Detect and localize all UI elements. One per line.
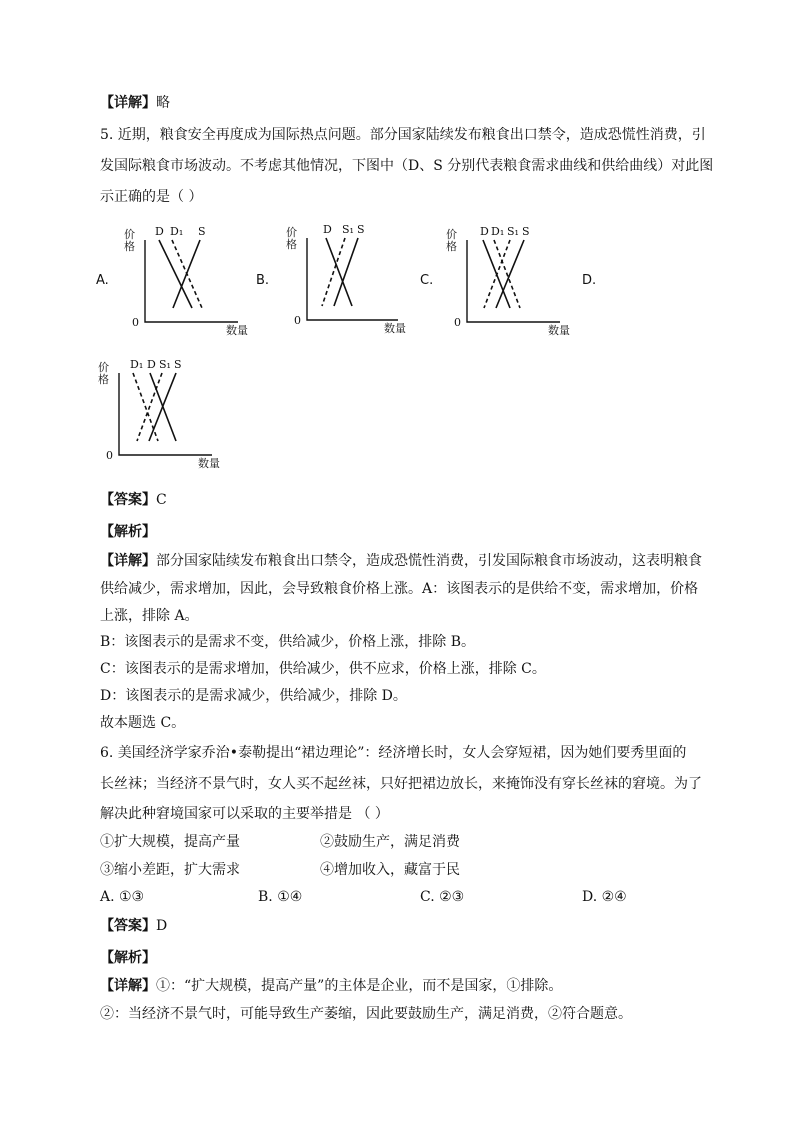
- q6-choice-c[interactable]: C. ②③: [420, 889, 465, 905]
- demand-curve-d: [326, 238, 352, 306]
- q5-option-a-letter[interactable]: A.: [96, 273, 109, 288]
- q5-detail-line-1: [100, 551, 702, 571]
- label-s1: S₁: [507, 225, 519, 238]
- origin-label: 0: [106, 449, 113, 462]
- supply-curve-s1: [137, 373, 162, 441]
- origin-label: 0: [454, 316, 461, 329]
- label-d1: D₁: [130, 358, 144, 371]
- label-s: S: [522, 225, 530, 238]
- detail-tag: 【详解】: [100, 553, 156, 569]
- q6-analysis-tag: 【解析】: [100, 950, 156, 966]
- answer-tag: 【答案】: [100, 492, 156, 508]
- label-d: D: [480, 225, 489, 238]
- axes: [145, 240, 238, 322]
- q6-stem-line-3: 解决此种窘境国家可以采取的主要举措是 （ ）: [100, 806, 389, 822]
- q6-choice-d[interactable]: D. ②④: [582, 889, 627, 905]
- q5-option-c-letter[interactable]: C.: [420, 273, 434, 288]
- q5-detail-line-2: 供给减少，需求增加，因此，会导致粮食价格上涨。A：该图表示的是供给不变，需求增加，价格: [100, 581, 699, 597]
- q6-stem-line-1: 6. 美国经济学家乔治•泰勒提出“裙边理论”：经济增长时，女人会穿短裙，因为她们要秀里面的: [100, 745, 687, 761]
- q5-stem-line-2: 发国际粮食市场波动。不考虑其他情况，下图中（D、S 分别代表粮食需求曲线和供给曲线）对此图: [100, 158, 714, 174]
- q5-detail-line-7: 故本题选 C。: [100, 715, 186, 731]
- q5-detail-line-4: B：该图表示的是需求不变，供给减少，价格上涨，排除 B。: [100, 634, 476, 650]
- y-axis-label-1: 价: [286, 226, 297, 239]
- graph-c: [440, 222, 580, 340]
- x-axis-label: 数量: [548, 324, 570, 337]
- label-s: S: [357, 223, 365, 236]
- y-axis-label-1: 价: [446, 228, 457, 241]
- detail-text: ①：“扩大规模，提高产量”的主体是企业，而不是国家，①排除。: [156, 978, 563, 994]
- q6-detail-line-1: [100, 976, 562, 996]
- label-d: D: [323, 223, 332, 236]
- detail-text: 部分国家陆续发布粮食出口禁令，造成恐慌性消费，引发国际粮食市场波动，这表明粮食: [156, 553, 702, 569]
- y-axis-label-2: 格: [124, 240, 135, 253]
- q5-detail-line-6: D：该图表示的是需求减少，供给减少，排除 D。: [100, 688, 407, 704]
- graph-d: [92, 355, 232, 473]
- x-axis-label: 数量: [226, 324, 248, 337]
- label-s1: S₁: [342, 223, 354, 236]
- q6-answer: [100, 916, 167, 936]
- graph-a: [118, 222, 258, 340]
- q6-choice-a[interactable]: A. ①③: [100, 889, 145, 905]
- label-s: S: [174, 358, 182, 371]
- detail-tag: 【详解】: [100, 95, 156, 111]
- q5-option-d-letter[interactable]: D.: [582, 273, 597, 288]
- q6-stem-line-2: 长丝袜；当经济不景气时，女人买不起丝袜，只好把裙边放长，来掩饰没有穿长丝袜的窘境。为了: [100, 776, 702, 792]
- supply-curve-s: [496, 240, 524, 308]
- answer-tag: 【答案】: [100, 918, 156, 934]
- detail-tag: 【详解】: [100, 978, 156, 994]
- q5-stem-line-1: 5. 近期，粮食安全再度成为国际热点问题。部分国家陆续发布粮食出口禁令，造成恐慌性消费，引: [100, 127, 706, 143]
- origin-label: 0: [132, 316, 139, 329]
- demand-curve-d1: [494, 240, 520, 308]
- label-d: D: [147, 358, 156, 371]
- q5-stem-line-3: 示正确的是（ ）: [100, 189, 203, 205]
- origin-label: 0: [294, 314, 301, 327]
- q6-item-4: ④增加收入，藏富于民: [320, 862, 460, 878]
- q6-item-3: ③缩小差距，扩大需求: [100, 862, 240, 878]
- axes: [467, 240, 560, 322]
- graph-b: [280, 220, 420, 338]
- supply-curve-s1: [322, 238, 345, 306]
- label-s1: S₁: [159, 358, 171, 371]
- q6-item-1: ①扩大规模，提高产量: [100, 834, 240, 850]
- answer-value: C: [156, 492, 167, 508]
- x-axis-label: 数量: [384, 322, 406, 335]
- label-s: S: [198, 225, 206, 238]
- q5-detail-line-3: 上涨，排除 A。: [100, 608, 199, 624]
- q5-answer: [100, 490, 167, 510]
- label-d1: D₁: [491, 225, 505, 238]
- q6-detail-line-2: ②：当经济不景气时，可能导致生产萎缩，因此要鼓励生产，满足消费，②符合题意。: [100, 1006, 632, 1022]
- q6-choice-b[interactable]: B. ①④: [258, 889, 303, 905]
- label-d1: D₁: [170, 225, 184, 238]
- q5-detail-line-5: C：该图表示的是需求增加，供给减少，供不应求，价格上涨，排除 C。: [100, 661, 546, 677]
- y-axis-label-1: 价: [124, 228, 135, 241]
- q5-option-b-letter[interactable]: B.: [256, 273, 270, 288]
- answer-value: D: [156, 918, 168, 934]
- q5-analysis-tag: 【解析】: [100, 524, 156, 540]
- axes: [307, 238, 398, 320]
- supply-curve-s: [334, 238, 358, 306]
- y-axis-label-1: 价: [98, 361, 109, 374]
- y-axis-label-2: 格: [98, 373, 109, 386]
- label-d: D: [155, 225, 164, 238]
- prev-detail: [100, 93, 170, 113]
- q6-item-2: ②鼓励生产，满足消费: [320, 834, 460, 850]
- y-axis-label-2: 格: [286, 238, 297, 251]
- detail-text: 略: [156, 95, 170, 111]
- y-axis-label-2: 格: [446, 240, 457, 253]
- x-axis-label: 数量: [198, 457, 220, 470]
